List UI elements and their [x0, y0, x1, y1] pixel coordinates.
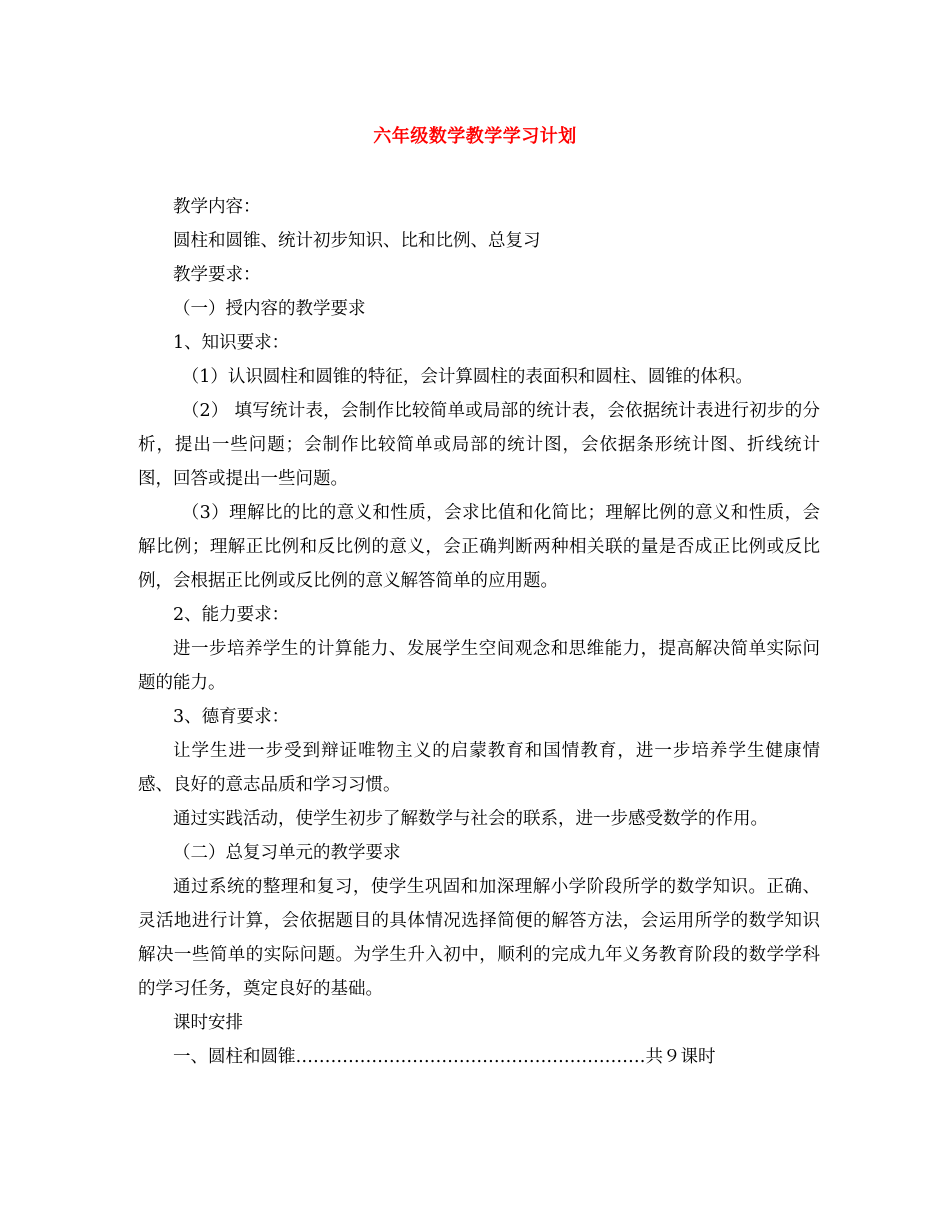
paragraph: 教学要求：: [173, 265, 261, 285]
schedule-hours: 共９课时: [645, 1047, 716, 1067]
paragraph: （一）授内容的教学要求: [173, 299, 366, 319]
paragraph: 1、知识要求：: [173, 333, 290, 353]
paragraph: 进一步培养学生的计算能力、发展学生空间观念和思维能力，提高解决简单实际问题的能力。: [138, 639, 820, 693]
paragraph: 课时安排: [173, 1013, 243, 1033]
schedule-line: [138, 1040, 820, 1074]
paragraph: 通过系统的整理和复习，使学生巩固和加深理解小学阶段所学的数学知识。正确、灵活地进行计算，会依据题目的具体情况选择简便的解答方法，会运用所学的数学知识解决一些简单的实际问题。为学生升入初中，顺利的完成九年义务教育阶段的数学学科的学习任务，奠定良好的基础。: [138, 877, 820, 999]
paragraph: （1）认识圆柱和圆锥的特征，会计算圆柱的表面积和圆柱、圆锥的体积。: [181, 367, 753, 387]
paragraph: 通过实践活动，使学生初步了解数学与社会的联系，进一步感受数学的作用。: [173, 809, 768, 829]
paragraph: 教学内容：: [173, 197, 261, 217]
document-body: [138, 190, 820, 1074]
paragraph: 2、能力要求：: [173, 605, 290, 625]
paragraph: （2） 填写统计表，会制作比较简单或局部的统计表，会依据统计表进行初步的分析，提出一些问题；会制作比较简单或局部的统计图，会依据条形统计图、折线统计图，回答或提出一些问题。: [138, 401, 820, 489]
paragraph: 3、德育要求：: [173, 707, 290, 727]
paragraph: 让学生进一步受到辩证唯物主义的启蒙教育和国情教育，进一步培养学生健康情感、良好的意志品质和学习习惯。: [138, 741, 820, 795]
document-title: 六年级数学教学学习计划: [373, 126, 577, 147]
schedule-label: 一、圆柱和圆锥: [173, 1047, 296, 1067]
schedule-leader: ……………………………………………………: [295, 1047, 646, 1067]
paragraph: 圆柱和圆锥、统计初步知识、比和比例、总复习: [173, 231, 541, 251]
paragraph: （3）理解比的比的意义和性质，会求比值和化简比；理解比例的意义和性质，会解比例；理解正比例和反比例的意义，会正确判断两种相关联的量是否成正比例或反比例，会根据正比例或反比例的意义解答简单的应用题。: [138, 503, 820, 591]
paragraph: （二）总复习单元的教学要求: [173, 843, 401, 863]
